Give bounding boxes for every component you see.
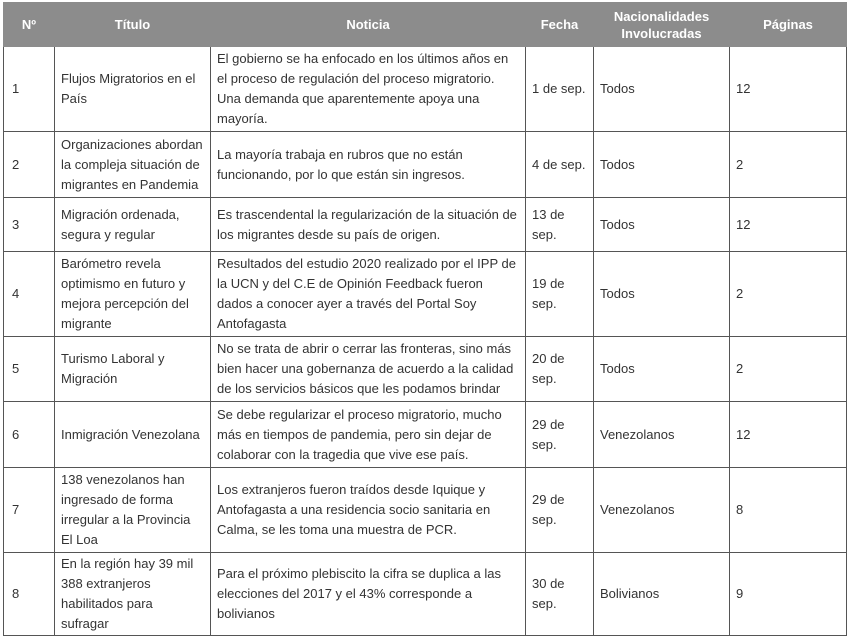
- table-row: [4, 468, 847, 553]
- cell-noticia: Se debe regularizar el proceso migratorio, mucho más en tiempos de pandemia, pero sin dejar de colaborar con la tragedia que vive ese país.: [211, 402, 526, 468]
- cell-noticia: Es trascendental la regularización de la situación de los migrantes desde su país de origen.: [211, 198, 526, 252]
- header-nacionalidades: Nacionalidades Involucradas: [594, 3, 730, 47]
- table-row: [4, 402, 847, 468]
- cell-noticia: Para el próximo plebiscito la cifra se duplica a las elecciones del 2017 y el 43% corresponde a bolivianos: [211, 553, 526, 636]
- table-row: [4, 132, 847, 198]
- cell-paginas: 2: [730, 132, 847, 198]
- cell-titulo: 138 venezolanos han ingresado de forma irregular a la Provincia El Loa: [55, 468, 211, 553]
- cell-paginas: 12: [730, 198, 847, 252]
- table-row: [4, 198, 847, 252]
- table-row: [4, 337, 847, 402]
- cell-num: 6: [4, 402, 55, 468]
- cell-fecha: 30 de sep.: [526, 553, 594, 636]
- cell-num: 1: [4, 47, 55, 132]
- cell-titulo: Migración ordenada, segura y regular: [55, 198, 211, 252]
- cell-nacionalidades: Venezolanos: [594, 402, 730, 468]
- cell-paginas: 2: [730, 252, 847, 337]
- cell-titulo: Turismo Laboral y Migración: [55, 337, 211, 402]
- table-header-row: [4, 3, 847, 47]
- cell-titulo: En la región hay 39 mil 388 extranjeros habilitados para sufragar: [55, 553, 211, 636]
- cell-nacionalidades: Bolivianos: [594, 553, 730, 636]
- cell-titulo: Flujos Migratorios en el País: [55, 47, 211, 132]
- cell-titulo: Organizaciones abordan la compleja situación de migrantes en Pandemia: [55, 132, 211, 198]
- cell-noticia: No se trata de abrir o cerrar las fronteras, sino más bien hacer una gobernanza de acuerdo a la calidad de los servicios básicos que les podamos brindar: [211, 337, 526, 402]
- header-paginas: Páginas: [730, 3, 847, 47]
- cell-fecha: 29 de sep.: [526, 468, 594, 553]
- header-titulo: Título: [55, 3, 211, 47]
- cell-titulo: Inmigración Venezolana: [55, 402, 211, 468]
- cell-noticia: Los extranjeros fueron traídos desde Iquique y Antofagasta a una residencia socio sanitaria en Calma, se les toma una muestra de PCR.: [211, 468, 526, 553]
- cell-num: 8: [4, 553, 55, 636]
- header-fecha: Fecha: [526, 3, 594, 47]
- cell-paginas: 2: [730, 337, 847, 402]
- cell-num: 7: [4, 468, 55, 553]
- cell-num: 5: [4, 337, 55, 402]
- cell-fecha: 1 de sep.: [526, 47, 594, 132]
- cell-fecha: 29 de sep.: [526, 402, 594, 468]
- cell-nacionalidades: Todos: [594, 337, 730, 402]
- news-table: [3, 2, 847, 636]
- cell-fecha: 20 de sep.: [526, 337, 594, 402]
- cell-noticia: Resultados del estudio 2020 realizado por el IPP de la UCN y del C.E de Opinión Feedback fueron dados a conocer ayer a través del Portal Soy Antofagasta: [211, 252, 526, 337]
- cell-nacionalidades: Todos: [594, 198, 730, 252]
- cell-nacionalidades: Venezolanos: [594, 468, 730, 553]
- cell-fecha: 13 de sep.: [526, 198, 594, 252]
- cell-noticia: El gobierno se ha enfocado en los últimos años en el proceso de regulación del proceso migratorio. Una demanda que aparentemente apoya una mayoría.: [211, 47, 526, 132]
- header-noticia: Noticia: [211, 3, 526, 47]
- cell-num: 2: [4, 132, 55, 198]
- cell-num: 3: [4, 198, 55, 252]
- header-num: Nº: [4, 3, 55, 47]
- cell-nacionalidades: Todos: [594, 132, 730, 198]
- cell-nacionalidades: Todos: [594, 252, 730, 337]
- table-row: [4, 252, 847, 337]
- cell-nacionalidades: Todos: [594, 47, 730, 132]
- table-row: [4, 553, 847, 636]
- cell-titulo: Barómetro revela optimismo en futuro y mejora percepción del migrante: [55, 252, 211, 337]
- cell-paginas: 9: [730, 553, 847, 636]
- cell-noticia: La mayoría trabaja en rubros que no están funcionando, por lo que están sin ingresos.: [211, 132, 526, 198]
- table-row: [4, 47, 847, 132]
- cell-fecha: 19 de sep.: [526, 252, 594, 337]
- cell-paginas: 12: [730, 47, 847, 132]
- cell-paginas: 8: [730, 468, 847, 553]
- cell-fecha: 4 de sep.: [526, 132, 594, 198]
- cell-num: 4: [4, 252, 55, 337]
- cell-paginas: 12: [730, 402, 847, 468]
